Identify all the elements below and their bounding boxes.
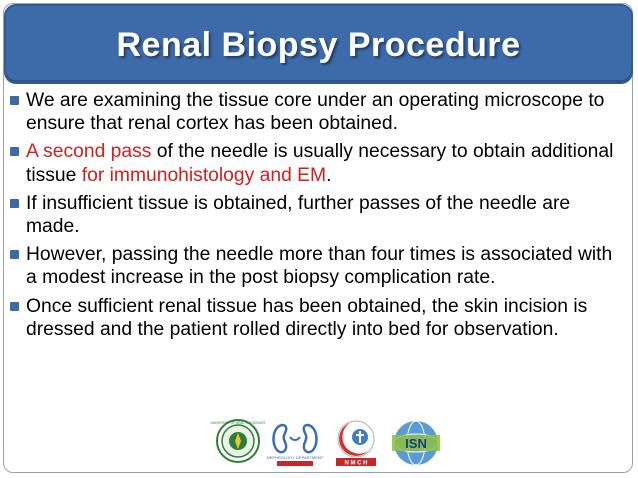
bullet-item [10,192,626,238]
isn-logo [392,419,440,467]
title-bar [4,4,633,84]
bullet-item [10,140,626,186]
bullet-square-icon [10,250,19,259]
highlighted-text: A second pass [26,141,152,163]
university-seal-logo [210,419,266,463]
slide-title: Renal Biopsy Procedure [116,26,521,64]
bullet-item [10,89,626,135]
bullet-text: If insufficient tissue is obtained, further passes of the needle are made. [26,192,571,238]
isn-text: ISN [405,436,427,451]
bullet-text: We are examining the tissue core under an operating microscope to ensure that renal cortex has been obtained. [26,90,605,135]
bullet-text: of the needle is usually necessary to obtain additional tissue [26,141,614,186]
bullet-square-icon [10,96,19,105]
bullet-square-icon [10,199,19,208]
nephrology-department-text: NEPHROLOGY DEPARTMENT [266,455,324,460]
nmch-logo [330,419,382,469]
bullet-text: However, passing the needle more than four times is associated with a modest increase in the post biopsy complication rate. [26,244,613,289]
bullet-text: Once sufficient renal tissue has been obtained, the skin incision is dressed and the patient rolled directly into bed for observation. [26,295,588,340]
nmch-text: N M C H [344,460,368,467]
bullet-item [10,243,626,289]
logo-strip [210,419,442,469]
bullet-square-icon [10,302,19,311]
bullet-square-icon [10,147,19,156]
university-seal-text: UNIVERSITY OF HEALTH SCIENCES [210,420,266,425]
bullet-text: . [326,164,332,186]
bullet-list [10,89,626,346]
highlighted-text: for immunohistology and EM [81,164,327,186]
nephrology-department-logo [268,419,322,467]
bullet-item [10,295,626,341]
